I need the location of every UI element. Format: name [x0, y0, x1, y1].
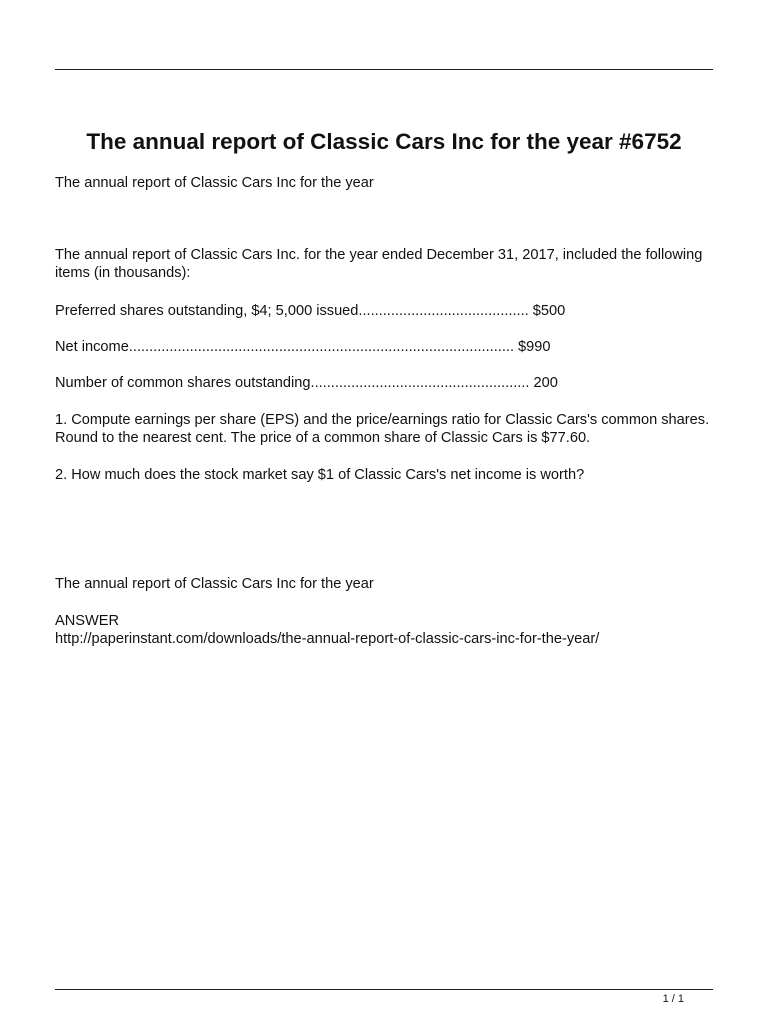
- footer-rule: [55, 989, 713, 990]
- net-income-line: Net income............................................................................................... $990: [55, 339, 551, 355]
- common-shares-line: Number of common shares outstanding...................................................... 200: [55, 375, 558, 391]
- question-1: 1. Compute earnings per share (EPS) and the price/earnings ratio for Classic Cars's common shares. Round to the nearest cent. The price of a common share of Classic Cars is $77.60.: [55, 412, 710, 446]
- answer-link[interactable]: http://paperinstant.com/downloads/the-annual-report-of-classic-cars-inc-for-the-year/: [55, 631, 600, 647]
- document-title: The annual report of Classic Cars Inc for the year #6752: [86, 129, 682, 154]
- document-subtitle: The annual report of Classic Cars Inc for the year: [55, 175, 374, 191]
- page-number: 1 / 1: [662, 993, 684, 1005]
- header-rule: [55, 69, 713, 70]
- answer-label: ANSWER: [55, 613, 120, 629]
- intro-paragraph: The annual report of Classic Cars Inc. for the year ended December 31, 2017, included the following items (in thousands):: [55, 247, 703, 281]
- preferred-shares-line: Preferred shares outstanding, $4; 5,000 issued.......................................... $500: [55, 303, 566, 319]
- question-2: 2. How much does the stock market say $1 of Classic Cars's net income is worth?: [55, 467, 585, 483]
- footer-heading: The annual report of Classic Cars Inc for the year: [55, 576, 374, 592]
